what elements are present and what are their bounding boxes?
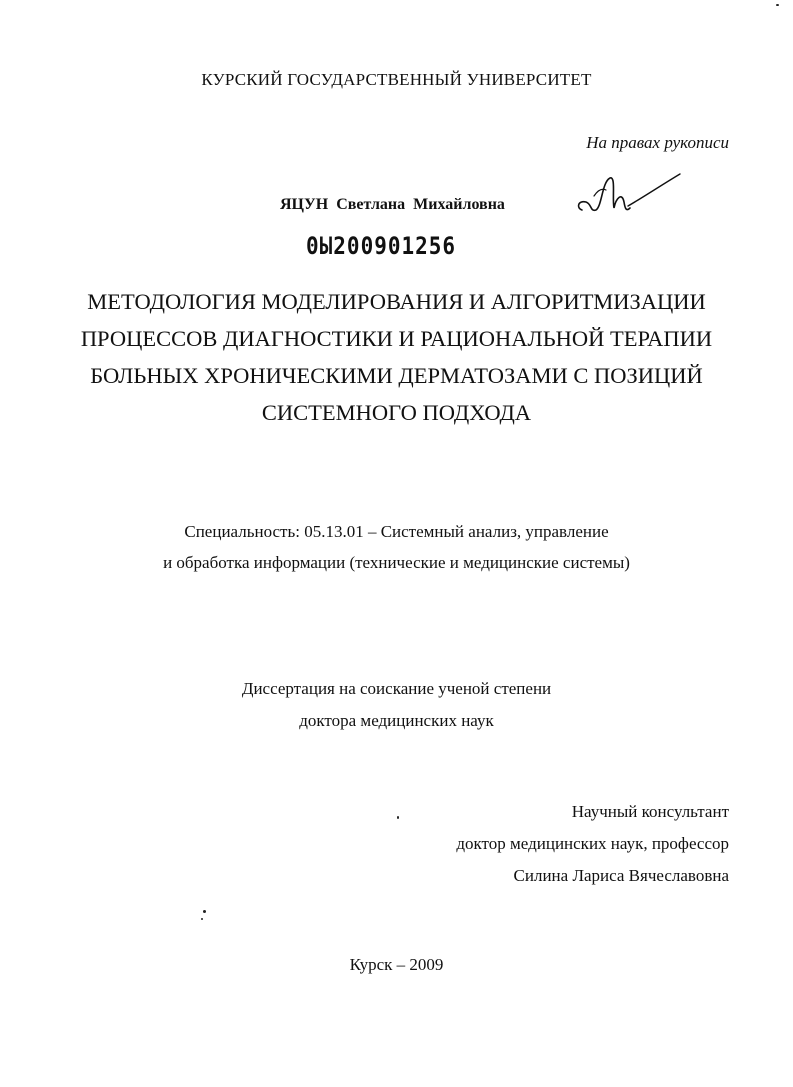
title-line-3: БОЛЬНЫХ ХРОНИЧЕСКИМИ ДЕРМАТОЗАМИ С ПОЗИЦИЙ (90, 363, 703, 388)
scan-speck (201, 918, 203, 920)
author-name: ЯЦУН Светлана Михайловна (280, 196, 505, 213)
dissertation-title (0, 283, 793, 431)
title-line-2: ПРОЦЕССОВ ДИАГНОСТИКИ И РАЦИОНАЛЬНОЙ ТЕРАПИИ (80, 326, 713, 351)
title-line-4: СИСТЕМНОГО ПОДХОДА (261, 400, 532, 425)
specialty-line-1: Специальность: 05.13.01 – Системный анализ, управление (184, 522, 609, 541)
consultant-degree: доктор медицинских наук, профессор (456, 834, 729, 853)
title-line-1: МЕТОДОЛОГИЯ МОДЕЛИРОВАНИЯ И АЛГОРИТМИЗАЦИИ (87, 289, 706, 314)
consultant-role: Научный консультант (571, 802, 729, 821)
scan-speck (776, 4, 779, 6)
consultant-name: Силина Лариса Вячеславовна (513, 866, 729, 885)
registration-stamp-number: 0Ы200901256 (306, 232, 457, 260)
scan-speck (203, 910, 206, 913)
scan-speck (397, 816, 399, 819)
author-signature (572, 168, 684, 226)
dissertation-line-1: Диссертация на соискание ученой степени (241, 679, 552, 698)
specialty-block (0, 516, 793, 578)
university-name: КУРСКИЙ ГОСУДАРСТВЕННЫЙ УНИВЕРСИТЕТ (201, 70, 592, 89)
specialty-line-2: и обработка информации (технические и медицинские системы) (163, 553, 630, 572)
dissertation-line-2: доктора медицинских наук (299, 711, 494, 730)
manuscript-rights-note: На правах рукописи (586, 133, 729, 152)
dissertation-degree-block (0, 673, 793, 737)
scientific-consultant-block (456, 796, 729, 892)
city-year: Курск – 2009 (349, 955, 444, 974)
